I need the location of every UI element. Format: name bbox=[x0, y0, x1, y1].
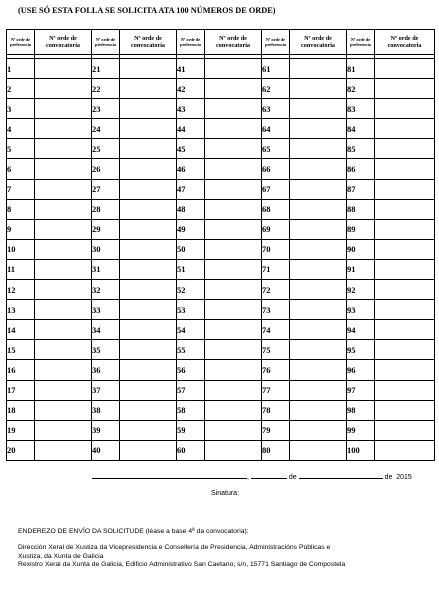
preference-number-cell: 9 bbox=[7, 219, 35, 239]
convocatoria-entry-cell[interactable] bbox=[290, 179, 347, 199]
preference-number-cell: 11 bbox=[7, 259, 35, 279]
preference-number-cell: 75 bbox=[262, 340, 290, 360]
convocatoria-entry-cell[interactable] bbox=[205, 79, 262, 99]
convocatoria-entry-cell[interactable] bbox=[205, 199, 262, 219]
preference-number-cell: 34 bbox=[92, 320, 120, 340]
convocatoria-entry-cell[interactable] bbox=[375, 380, 435, 400]
preference-number-cell: 71 bbox=[262, 259, 290, 279]
preference-number-cell: 62 bbox=[262, 79, 290, 99]
preference-number-cell: 60 bbox=[177, 440, 205, 460]
convocatoria-entry-cell[interactable] bbox=[375, 400, 435, 420]
preference-number-cell: 72 bbox=[262, 280, 290, 300]
convocatoria-entry-cell[interactable] bbox=[120, 380, 177, 400]
preference-number-cell: 57 bbox=[177, 380, 205, 400]
month-blank[interactable] bbox=[299, 472, 383, 479]
preference-number-cell: 95 bbox=[347, 340, 375, 360]
table-row bbox=[7, 159, 435, 179]
preference-number-cell: 44 bbox=[177, 119, 205, 139]
convocatoria-entry-cell[interactable] bbox=[120, 159, 177, 179]
pref-header: Nº orde de preferencia bbox=[7, 30, 35, 55]
address-line: Rexistro Xeral da Xunta de Galicia, Edificio Administrativo San Caetano, s/n, 15771 Santiago de Compostela bbox=[18, 561, 346, 569]
convocatoria-entry-cell[interactable] bbox=[35, 79, 92, 99]
convocatoria-entry-cell[interactable] bbox=[35, 380, 92, 400]
preference-number-cell: 94 bbox=[347, 320, 375, 340]
convocatoria-entry-cell[interactable] bbox=[120, 300, 177, 320]
preference-number-cell: 66 bbox=[262, 159, 290, 179]
address-line: Dirección Xeral de Xustiza da Vicepresidencia e Consellería de Presidencia, Administracións Públicas e bbox=[18, 544, 331, 551]
convocatoria-entry-cell[interactable] bbox=[120, 59, 177, 79]
preference-number-cell: 81 bbox=[347, 59, 375, 79]
table-row bbox=[7, 280, 435, 300]
preference-number-cell: 70 bbox=[262, 239, 290, 259]
convocatoria-entry-cell[interactable] bbox=[35, 239, 92, 259]
table-row bbox=[7, 340, 435, 360]
convocatoria-entry-cell[interactable] bbox=[290, 59, 347, 79]
convocatoria-entry-cell[interactable] bbox=[375, 219, 435, 239]
convocatoria-entry-cell[interactable] bbox=[205, 259, 262, 279]
preference-number-cell: 3 bbox=[7, 99, 35, 119]
address-line: Xustiza, da Xunta de Galicia bbox=[18, 552, 104, 560]
preference-number-cell: 63 bbox=[262, 99, 290, 119]
convocatoria-entry-cell[interactable] bbox=[375, 199, 435, 219]
convocatoria-entry-cell[interactable] bbox=[120, 139, 177, 159]
preference-number-cell: 21 bbox=[92, 59, 120, 79]
convocatoria-entry-cell[interactable] bbox=[290, 199, 347, 219]
preference-number-cell: 13 bbox=[7, 300, 35, 320]
convocatoria-entry-cell[interactable] bbox=[35, 179, 92, 199]
preference-number-cell: 43 bbox=[177, 99, 205, 119]
preference-number-cell: 37 bbox=[92, 380, 120, 400]
preference-number-cell: 65 bbox=[262, 139, 290, 159]
convocatoria-entry-cell[interactable] bbox=[375, 280, 435, 300]
convocatoria-entry-cell[interactable] bbox=[375, 239, 435, 259]
de-text: de bbox=[288, 474, 297, 481]
preference-number-cell: 32 bbox=[92, 280, 120, 300]
convocatoria-entry-cell[interactable] bbox=[290, 139, 347, 159]
preference-number-cell: 39 bbox=[92, 420, 120, 440]
conv-header: Nº orde de convocatoria bbox=[205, 30, 262, 55]
preference-number-cell: 68 bbox=[262, 199, 290, 219]
table-body bbox=[7, 55, 435, 461]
pref-header: Nº orde de preferencia bbox=[262, 30, 290, 55]
convocatoria-entry-cell[interactable] bbox=[205, 400, 262, 420]
convocatoria-entry-cell[interactable] bbox=[205, 219, 262, 239]
convocatoria-entry-cell[interactable] bbox=[375, 139, 435, 159]
preference-number-cell: 54 bbox=[177, 320, 205, 340]
comma-text: , bbox=[247, 474, 249, 481]
convocatoria-entry-cell[interactable] bbox=[205, 179, 262, 199]
convocatoria-entry-cell[interactable] bbox=[120, 440, 177, 460]
preference-number-cell: 18 bbox=[7, 400, 35, 420]
convocatoria-entry-cell[interactable] bbox=[290, 79, 347, 99]
preference-number-cell: 26 bbox=[92, 159, 120, 179]
preference-number-cell: 50 bbox=[177, 239, 205, 259]
convocatoria-entry-cell[interactable] bbox=[120, 280, 177, 300]
convocatoria-entry-cell[interactable] bbox=[35, 300, 92, 320]
conv-header: Nº orde de convocatoria bbox=[290, 30, 347, 55]
preference-number-cell: 7 bbox=[7, 179, 35, 199]
preference-number-cell: 33 bbox=[92, 300, 120, 320]
convocatoria-entry-cell[interactable] bbox=[120, 400, 177, 420]
convocatoria-entry-cell[interactable] bbox=[35, 219, 92, 239]
convocatoria-entry-cell[interactable] bbox=[35, 99, 92, 119]
preference-number-cell: 28 bbox=[92, 199, 120, 219]
preference-number-cell: 67 bbox=[262, 179, 290, 199]
convocatoria-entry-cell[interactable] bbox=[290, 420, 347, 440]
table-row bbox=[7, 400, 435, 420]
convocatoria-entry-cell[interactable] bbox=[290, 320, 347, 340]
preference-number-cell: 77 bbox=[262, 380, 290, 400]
convocatoria-entry-cell[interactable] bbox=[35, 159, 92, 179]
preference-number-cell: 100 bbox=[347, 440, 375, 460]
preference-number-cell: 14 bbox=[7, 320, 35, 340]
table-row bbox=[7, 59, 435, 79]
convocatoria-entry-cell[interactable] bbox=[375, 420, 435, 440]
preference-number-cell: 49 bbox=[177, 219, 205, 239]
conv-header: Nº orde de convocatoria bbox=[120, 30, 177, 55]
convocatoria-entry-cell[interactable] bbox=[375, 320, 435, 340]
convocatoria-entry-cell[interactable] bbox=[375, 440, 435, 460]
convocatoria-entry-cell[interactable] bbox=[290, 259, 347, 279]
preference-number-cell: 45 bbox=[177, 139, 205, 159]
conv-header: Nº orde de convocatoria bbox=[35, 30, 92, 55]
preference-number-cell: 46 bbox=[177, 159, 205, 179]
preference-number-cell: 12 bbox=[7, 280, 35, 300]
preference-number-cell: 93 bbox=[347, 300, 375, 320]
convocatoria-entry-cell[interactable] bbox=[375, 119, 435, 139]
preference-number-cell: 78 bbox=[262, 400, 290, 420]
preference-number-cell: 36 bbox=[92, 360, 120, 380]
convocatoria-entry-cell[interactable] bbox=[205, 380, 262, 400]
preference-number-cell: 4 bbox=[7, 119, 35, 139]
preference-number-cell: 42 bbox=[177, 79, 205, 99]
convocatoria-entry-cell[interactable] bbox=[375, 179, 435, 199]
pref-header: Nº orde de preferencia bbox=[177, 30, 205, 55]
convocatoria-entry-cell[interactable] bbox=[35, 259, 92, 279]
table-header-row bbox=[7, 30, 435, 55]
convocatoria-entry-cell[interactable] bbox=[35, 139, 92, 159]
convocatoria-entry-cell[interactable] bbox=[375, 259, 435, 279]
convocatoria-entry-cell[interactable] bbox=[205, 320, 262, 340]
convocatoria-entry-cell[interactable] bbox=[205, 420, 262, 440]
convocatoria-entry-cell[interactable] bbox=[120, 79, 177, 99]
convocatoria-entry-cell[interactable] bbox=[375, 360, 435, 380]
convocatoria-entry-cell[interactable] bbox=[120, 219, 177, 239]
preference-number-cell: 99 bbox=[347, 420, 375, 440]
address-title: ENDEREZO DE ENVÍO DA SOLICITUDE (léase a base 4ª da convocatoria): bbox=[18, 528, 249, 535]
preference-number-cell: 73 bbox=[262, 300, 290, 320]
preference-table bbox=[6, 29, 435, 461]
preference-number-cell: 38 bbox=[92, 400, 120, 420]
day-blank[interactable] bbox=[251, 472, 287, 479]
convocatoria-entry-cell[interactable] bbox=[375, 159, 435, 179]
convocatoria-entry-cell[interactable] bbox=[290, 360, 347, 380]
convocatoria-entry-cell[interactable] bbox=[120, 179, 177, 199]
table-row bbox=[7, 380, 435, 400]
preference-number-cell: 16 bbox=[7, 360, 35, 380]
table-row bbox=[7, 119, 435, 139]
convocatoria-entry-cell[interactable] bbox=[35, 440, 92, 460]
convocatoria-entry-cell[interactable] bbox=[290, 219, 347, 239]
preference-number-cell: 17 bbox=[7, 380, 35, 400]
convocatoria-entry-cell[interactable] bbox=[120, 199, 177, 219]
convocatoria-entry-cell[interactable] bbox=[290, 380, 347, 400]
preference-number-cell: 90 bbox=[347, 239, 375, 259]
convocatoria-entry-cell[interactable] bbox=[375, 340, 435, 360]
page-header: (USE SÓ ESTA FOLLA SE SOLICITA ATA 100 NÚMEROS DE ORDE) bbox=[18, 6, 276, 15]
convocatoria-entry-cell[interactable] bbox=[290, 239, 347, 259]
convocatoria-entry-cell[interactable] bbox=[205, 139, 262, 159]
conv-header: Nº orde de convocatoria bbox=[375, 30, 435, 55]
preference-number-cell: 6 bbox=[7, 159, 35, 179]
preference-number-cell: 51 bbox=[177, 259, 205, 279]
table-row bbox=[7, 79, 435, 99]
preference-number-cell: 8 bbox=[7, 199, 35, 219]
convocatoria-entry-cell[interactable] bbox=[290, 119, 347, 139]
de-text: de bbox=[384, 474, 393, 481]
signature-label: Sinatura: bbox=[211, 490, 240, 497]
preference-number-cell: 82 bbox=[347, 79, 375, 99]
preference-number-cell: 88 bbox=[347, 199, 375, 219]
preference-number-cell: 89 bbox=[347, 219, 375, 239]
convocatoria-entry-cell[interactable] bbox=[205, 239, 262, 259]
preference-number-cell: 84 bbox=[347, 119, 375, 139]
preference-number-cell: 5 bbox=[7, 139, 35, 159]
pref-header: Nº orde de preferencia bbox=[92, 30, 120, 55]
preference-number-cell: 85 bbox=[347, 139, 375, 159]
preference-number-cell: 96 bbox=[347, 360, 375, 380]
place-blank[interactable] bbox=[92, 472, 247, 479]
preference-number-cell: 92 bbox=[347, 280, 375, 300]
table-row bbox=[7, 219, 435, 239]
preference-number-cell: 29 bbox=[92, 219, 120, 239]
table-row bbox=[7, 320, 435, 340]
convocatoria-entry-cell[interactable] bbox=[35, 280, 92, 300]
preference-number-cell: 31 bbox=[92, 259, 120, 279]
preference-number-cell: 15 bbox=[7, 340, 35, 360]
preference-number-cell: 74 bbox=[262, 320, 290, 340]
preference-number-cell: 52 bbox=[177, 280, 205, 300]
convocatoria-entry-cell[interactable] bbox=[375, 300, 435, 320]
convocatoria-entry-cell[interactable] bbox=[35, 119, 92, 139]
convocatoria-entry-cell[interactable] bbox=[205, 99, 262, 119]
preference-number-cell: 20 bbox=[7, 440, 35, 460]
convocatoria-entry-cell[interactable] bbox=[205, 280, 262, 300]
preference-number-cell: 98 bbox=[347, 400, 375, 420]
convocatoria-entry-cell[interactable] bbox=[120, 239, 177, 259]
convocatoria-entry-cell[interactable] bbox=[205, 300, 262, 320]
table-row bbox=[7, 199, 435, 219]
preference-number-cell: 97 bbox=[347, 380, 375, 400]
preference-number-cell: 47 bbox=[177, 179, 205, 199]
preference-number-cell: 1 bbox=[7, 59, 35, 79]
convocatoria-entry-cell[interactable] bbox=[290, 280, 347, 300]
preference-number-cell: 35 bbox=[92, 340, 120, 360]
preference-number-cell: 69 bbox=[262, 219, 290, 239]
table-row bbox=[7, 259, 435, 279]
convocatoria-entry-cell[interactable] bbox=[35, 59, 92, 79]
table-row bbox=[7, 139, 435, 159]
convocatoria-entry-cell[interactable] bbox=[205, 360, 262, 380]
convocatoria-entry-cell[interactable] bbox=[120, 420, 177, 440]
preference-number-cell: 83 bbox=[347, 99, 375, 119]
preference-number-cell: 40 bbox=[92, 440, 120, 460]
preference-number-cell: 10 bbox=[7, 239, 35, 259]
preference-number-cell: 25 bbox=[92, 139, 120, 159]
preference-number-cell: 48 bbox=[177, 199, 205, 219]
convocatoria-entry-cell[interactable] bbox=[375, 79, 435, 99]
convocatoria-entry-cell[interactable] bbox=[120, 119, 177, 139]
convocatoria-entry-cell[interactable] bbox=[375, 59, 435, 79]
table-row bbox=[7, 440, 435, 460]
preference-number-cell: 80 bbox=[262, 440, 290, 460]
convocatoria-entry-cell[interactable] bbox=[35, 360, 92, 380]
preference-number-cell: 61 bbox=[262, 59, 290, 79]
pref-header: Nº orde de preferencia bbox=[347, 30, 375, 55]
convocatoria-entry-cell[interactable] bbox=[205, 440, 262, 460]
preference-number-cell: 22 bbox=[92, 79, 120, 99]
table-row bbox=[7, 239, 435, 259]
convocatoria-entry-cell[interactable] bbox=[205, 340, 262, 360]
convocatoria-entry-cell[interactable] bbox=[35, 320, 92, 340]
convocatoria-entry-cell[interactable] bbox=[120, 340, 177, 360]
convocatoria-entry-cell[interactable] bbox=[205, 59, 262, 79]
preference-number-cell: 23 bbox=[92, 99, 120, 119]
convocatoria-entry-cell[interactable] bbox=[290, 340, 347, 360]
convocatoria-entry-cell[interactable] bbox=[35, 340, 92, 360]
preference-number-cell: 55 bbox=[177, 340, 205, 360]
year-text: 2015 bbox=[396, 474, 412, 481]
preference-number-cell: 76 bbox=[262, 360, 290, 380]
preference-number-cell: 27 bbox=[92, 179, 120, 199]
preference-number-cell: 2 bbox=[7, 79, 35, 99]
preference-number-cell: 24 bbox=[92, 119, 120, 139]
preference-number-cell: 56 bbox=[177, 360, 205, 380]
convocatoria-entry-cell[interactable] bbox=[290, 440, 347, 460]
table-row bbox=[7, 300, 435, 320]
preference-number-cell: 64 bbox=[262, 119, 290, 139]
preference-number-cell: 53 bbox=[177, 300, 205, 320]
convocatoria-entry-cell[interactable] bbox=[290, 400, 347, 420]
convocatoria-entry-cell[interactable] bbox=[35, 199, 92, 219]
preference-number-cell: 19 bbox=[7, 420, 35, 440]
convocatoria-entry-cell[interactable] bbox=[35, 400, 92, 420]
convocatoria-entry-cell[interactable] bbox=[290, 99, 347, 119]
preference-number-cell: 59 bbox=[177, 420, 205, 440]
preference-number-cell: 91 bbox=[347, 259, 375, 279]
convocatoria-entry-cell[interactable] bbox=[120, 320, 177, 340]
convocatoria-entry-cell[interactable] bbox=[375, 99, 435, 119]
convocatoria-entry-cell[interactable] bbox=[205, 159, 262, 179]
preference-number-cell: 41 bbox=[177, 59, 205, 79]
convocatoria-entry-cell[interactable] bbox=[120, 259, 177, 279]
table-row bbox=[7, 420, 435, 440]
preference-number-cell: 58 bbox=[177, 400, 205, 420]
convocatoria-entry-cell[interactable] bbox=[290, 159, 347, 179]
convocatoria-entry-cell[interactable] bbox=[35, 420, 92, 440]
preference-number-cell: 87 bbox=[347, 179, 375, 199]
signature-line bbox=[92, 472, 412, 481]
convocatoria-entry-cell[interactable] bbox=[205, 119, 262, 139]
convocatoria-entry-cell[interactable] bbox=[120, 360, 177, 380]
table-row bbox=[7, 360, 435, 380]
address-body bbox=[18, 544, 428, 570]
preference-number-cell: 79 bbox=[262, 420, 290, 440]
table-row bbox=[7, 179, 435, 199]
convocatoria-entry-cell[interactable] bbox=[120, 99, 177, 119]
preference-number-cell: 30 bbox=[92, 239, 120, 259]
table-row bbox=[7, 99, 435, 119]
convocatoria-entry-cell[interactable] bbox=[290, 300, 347, 320]
preference-number-cell: 86 bbox=[347, 159, 375, 179]
